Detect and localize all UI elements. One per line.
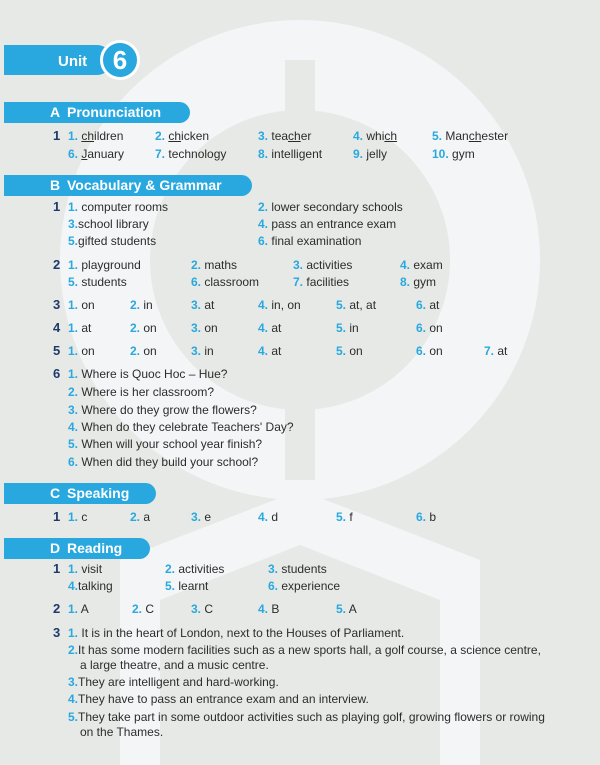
answer-item <box>68 562 102 576</box>
item-text: maths <box>204 258 238 272</box>
item-text: in <box>143 298 153 312</box>
item-number: 2. <box>130 321 141 335</box>
answer-item <box>191 298 214 312</box>
item-text: anuary <box>87 147 125 161</box>
item-number: 3. <box>68 675 79 689</box>
exercise-number: 6 <box>53 366 61 381</box>
item-text: at, at <box>349 298 377 312</box>
item-text: on <box>143 321 157 335</box>
item-text: on <box>429 321 443 335</box>
item-number: 1. <box>68 129 79 143</box>
item-text: at <box>81 321 92 335</box>
item-text: e <box>204 510 212 524</box>
item-number: 2. <box>130 510 141 524</box>
item-text: Where is her classroom? <box>81 385 215 399</box>
item-number: 4. <box>258 217 269 231</box>
answer-item <box>132 602 154 616</box>
section-title: Speaking <box>67 485 130 501</box>
item-text: elly <box>369 147 388 161</box>
item-text: on <box>429 344 443 358</box>
item-text: C <box>204 602 214 616</box>
answer-item <box>258 321 281 335</box>
answer-item <box>130 298 153 312</box>
answer-item <box>336 510 353 524</box>
answer-item <box>336 321 359 335</box>
item-text: They have to pass an entrance exam and an interview. <box>78 692 369 706</box>
underlined-sound: g <box>213 147 221 161</box>
exercise-number: 4 <box>53 320 61 335</box>
item-text: lower secondary schools <box>271 200 403 214</box>
answer-item <box>293 258 352 272</box>
item-text: ym <box>458 147 475 161</box>
item-number: 4. <box>353 129 364 143</box>
answer-item <box>68 437 262 451</box>
answer-item <box>165 579 208 593</box>
item-text: pass an entrance exam <box>271 217 397 231</box>
exercise-number: 1 <box>53 561 61 576</box>
item-number: 7. <box>293 275 304 289</box>
section-d-header <box>4 538 150 559</box>
item-number: 1. <box>68 562 79 576</box>
item-number: 2. <box>165 562 176 576</box>
item-text: talking <box>78 579 113 593</box>
answer-item <box>191 275 259 289</box>
underlined-sound: ch <box>168 129 182 143</box>
item-text: at <box>271 321 282 335</box>
item-text: playground <box>81 258 141 272</box>
answer-item <box>130 510 150 524</box>
answer-item <box>68 675 548 690</box>
item-text: in, on <box>271 298 301 312</box>
item-text: classroom <box>204 275 260 289</box>
item-number: 5. <box>165 579 176 593</box>
item-number: 4. <box>258 602 269 616</box>
item-text: When did they build your school? <box>81 455 259 469</box>
answer-item <box>258 147 322 161</box>
section-title: Reading <box>67 540 123 556</box>
answer-item <box>258 344 281 358</box>
answer-item <box>68 298 95 312</box>
answer-item <box>68 385 214 399</box>
section-title: Pronunciation <box>67 104 162 120</box>
item-number: 2. <box>258 200 269 214</box>
item-number: 5. <box>432 129 443 143</box>
item-text: in <box>204 344 214 358</box>
exercise-number: 2 <box>53 601 61 616</box>
section-c-header <box>4 483 156 504</box>
item-number: 3. <box>293 258 304 272</box>
unit-badge <box>4 42 144 78</box>
item-text: When will your school year finish? <box>81 437 263 451</box>
answer-item <box>432 129 508 143</box>
answer-item <box>68 455 258 469</box>
item-number: 1. <box>68 602 79 616</box>
underlined-sound: ch <box>384 129 398 143</box>
item-number: 4. <box>258 321 269 335</box>
item-number: 1. <box>68 344 79 358</box>
answer-item <box>336 602 357 616</box>
item-text: at <box>271 344 282 358</box>
answer-item <box>191 602 213 616</box>
item-number: 1. <box>68 367 79 381</box>
item-text: experience <box>281 579 341 593</box>
answer-item <box>130 321 157 335</box>
answer-item <box>416 344 443 358</box>
item-text: A <box>80 602 89 616</box>
item-number: 5. <box>336 602 347 616</box>
section-letter: C <box>50 485 61 501</box>
item-number: 2. <box>68 385 79 399</box>
answer-item <box>400 258 443 272</box>
answer-item <box>68 200 168 214</box>
item-number: 5. <box>336 298 347 312</box>
exercise-number: 1 <box>53 128 61 143</box>
item-number: 5. <box>68 234 79 248</box>
item-number: 3. <box>191 321 202 335</box>
answer-item <box>353 147 387 161</box>
item-number: 7. <box>155 147 166 161</box>
item-number: 1. <box>68 510 79 524</box>
item-text: on <box>143 344 157 358</box>
item-text: on <box>349 344 363 358</box>
item-number: 2. <box>130 298 141 312</box>
item-number: 1. <box>68 258 79 272</box>
answer-item <box>68 367 227 381</box>
item-text: When do they celebrate Teachers' Day? <box>81 420 294 434</box>
answer-item <box>68 275 127 289</box>
item-number: 6. <box>68 455 79 469</box>
item-text: on <box>81 298 95 312</box>
answer-item <box>258 234 361 248</box>
answer-item <box>258 510 278 524</box>
item-number: 5. <box>336 344 347 358</box>
item-text: They take part in some outdoor activities such as playing golf, growing flowers or rowing on the Thames. <box>78 710 545 739</box>
item-number: 3. <box>191 298 202 312</box>
item-number: 5. <box>68 275 79 289</box>
item-text: exam <box>413 258 443 272</box>
item-text: It has some modern facilities such as a new sports hall, a golf course, a science centre, a large theatre, and a music centre. <box>78 643 541 672</box>
item-number: 5. <box>68 710 79 724</box>
item-text: visit <box>81 562 103 576</box>
item-number: 2. <box>191 258 202 272</box>
underlined-sound: ch <box>288 129 301 143</box>
item-text: Where is Quoc Hoc – Hue? <box>81 367 228 381</box>
item-number: 4. <box>258 510 269 524</box>
item-number: 4. <box>68 579 79 593</box>
item-number: 3. <box>191 344 202 358</box>
item-number: 8. <box>400 275 411 289</box>
item-number: 3. <box>191 602 202 616</box>
item-number: 4. <box>258 344 269 358</box>
exercise-number: 3 <box>53 297 61 312</box>
answer-item <box>268 562 327 576</box>
item-number: 7. <box>484 344 495 358</box>
item-text: tea <box>271 129 289 143</box>
exercise-number: 2 <box>53 257 61 272</box>
section-a-header <box>4 102 190 123</box>
answer-item <box>432 147 475 161</box>
item-text: a <box>143 510 151 524</box>
item-text: activities <box>306 258 353 272</box>
item-number: 3. <box>258 129 269 143</box>
answer-item <box>68 692 548 707</box>
item-text: on <box>204 321 218 335</box>
underlined-sound: j <box>366 147 370 161</box>
answer-item <box>130 344 157 358</box>
item-number: 1. <box>68 626 79 640</box>
item-text: students <box>281 562 327 576</box>
answer-item <box>191 258 237 272</box>
answer-item <box>68 321 91 335</box>
item-text: icken <box>181 129 210 143</box>
item-text: b <box>429 510 437 524</box>
item-number: 4. <box>400 258 411 272</box>
answer-item <box>336 298 376 312</box>
item-number: 6. <box>416 298 427 312</box>
answer-item <box>68 710 550 740</box>
answer-item <box>68 147 124 161</box>
section-b-header <box>4 175 252 196</box>
answer-item <box>336 344 363 358</box>
item-text: c <box>81 510 88 524</box>
answer-item <box>68 420 294 434</box>
item-text: at <box>497 344 508 358</box>
underlined-sound: g <box>452 147 459 161</box>
item-text: facilities <box>306 275 350 289</box>
answer-item <box>68 579 113 593</box>
answer-item <box>258 217 396 231</box>
answer-item <box>258 602 279 616</box>
item-text: ent <box>305 147 323 161</box>
item-text: Where do they grow the flowers? <box>81 403 257 417</box>
answer-item <box>258 298 301 312</box>
answer-item <box>416 298 439 312</box>
item-text: A <box>348 602 357 616</box>
answer-item <box>191 321 218 335</box>
item-number: 6. <box>258 234 269 248</box>
answer-item <box>68 344 95 358</box>
item-number: 5. <box>336 321 347 335</box>
unit-number: 6 <box>100 40 140 80</box>
item-text: gifted students <box>78 234 157 248</box>
item-text: intelli <box>271 147 299 161</box>
answer-item <box>400 275 436 289</box>
item-number: 1. <box>68 298 79 312</box>
section-letter: A <box>50 104 61 120</box>
section-letter: B <box>50 177 61 193</box>
answer-item <box>68 234 156 248</box>
answer-item <box>191 510 211 524</box>
answer-item <box>68 626 548 641</box>
answer-item <box>258 129 311 143</box>
exercise-number: 5 <box>53 343 61 358</box>
answer-item <box>68 403 257 417</box>
unit-label: Unit <box>58 53 88 70</box>
item-number: 3. <box>68 217 79 231</box>
answer-item <box>68 258 141 272</box>
item-number: 3. <box>68 403 79 417</box>
item-number: 6. <box>268 579 279 593</box>
item-text: Man <box>445 129 469 143</box>
exercise-number: 3 <box>53 625 61 640</box>
item-text: learnt <box>178 579 209 593</box>
underlined-sound: J <box>81 147 88 161</box>
item-number: 3. <box>191 510 202 524</box>
item-text: at <box>429 298 440 312</box>
underlined-sound: ch <box>81 129 95 143</box>
item-text: ester <box>481 129 509 143</box>
item-text: y <box>220 147 227 161</box>
item-number: 8. <box>258 147 269 161</box>
item-number: 2. <box>132 602 143 616</box>
item-number: 1. <box>68 321 79 335</box>
answer-item <box>191 344 214 358</box>
answer-item <box>68 129 123 143</box>
item-text: er <box>300 129 312 143</box>
item-text: final examination <box>271 234 362 248</box>
item-number: 6. <box>416 510 427 524</box>
section-title: Vocabulary & Grammar <box>67 177 222 193</box>
item-text: computer rooms <box>81 200 169 214</box>
item-number: 2. <box>155 129 166 143</box>
item-text: They are intelligent and hard-working. <box>78 675 279 689</box>
item-number: 4. <box>68 420 79 434</box>
item-text: ildren <box>94 129 124 143</box>
answer-item <box>353 129 397 143</box>
item-number: 6. <box>191 275 202 289</box>
item-number: 4. <box>258 298 269 312</box>
item-number: 2. <box>130 344 141 358</box>
item-number: 5. <box>336 510 347 524</box>
item-number: 10. <box>432 147 449 161</box>
answer-item <box>293 275 349 289</box>
item-text: gym <box>413 275 437 289</box>
answer-item <box>165 562 224 576</box>
item-text: at <box>204 298 215 312</box>
item-text: activities <box>178 562 225 576</box>
item-number: 6. <box>68 147 79 161</box>
item-number: 2. <box>68 643 79 657</box>
answer-item <box>68 510 87 524</box>
item-text: f <box>349 510 353 524</box>
item-text: in <box>349 321 359 335</box>
item-number: 6. <box>416 344 427 358</box>
answer-item <box>68 602 89 616</box>
answer-item <box>258 200 403 214</box>
item-number: 5. <box>68 437 79 451</box>
item-text: d <box>271 510 279 524</box>
answer-item <box>416 510 436 524</box>
item-text: on <box>81 344 95 358</box>
item-text: B <box>271 602 280 616</box>
item-text: whi <box>366 129 385 143</box>
underlined-sound: ch <box>468 129 482 143</box>
underlined-sound: g <box>298 147 306 161</box>
answer-item <box>484 344 507 358</box>
answer-item <box>155 129 209 143</box>
item-number: 4. <box>68 692 79 706</box>
item-number: 1. <box>68 200 79 214</box>
exercise-number: 1 <box>53 199 61 214</box>
item-number: 9. <box>353 147 364 161</box>
item-text: It is in the heart of London, next to the Houses of Parliament. <box>81 626 405 640</box>
item-text: technolo <box>168 147 214 161</box>
item-number: 6. <box>416 321 427 335</box>
section-letter: D <box>50 540 61 556</box>
item-text: school library <box>78 217 149 231</box>
answer-item <box>68 643 550 673</box>
answer-item <box>268 579 340 593</box>
item-text: C <box>145 602 155 616</box>
item-text: students <box>81 275 127 289</box>
answer-item <box>416 321 443 335</box>
answer-item <box>155 147 226 161</box>
item-number: 3. <box>268 562 279 576</box>
answer-item <box>68 217 149 231</box>
exercise-number: 1 <box>53 509 61 524</box>
